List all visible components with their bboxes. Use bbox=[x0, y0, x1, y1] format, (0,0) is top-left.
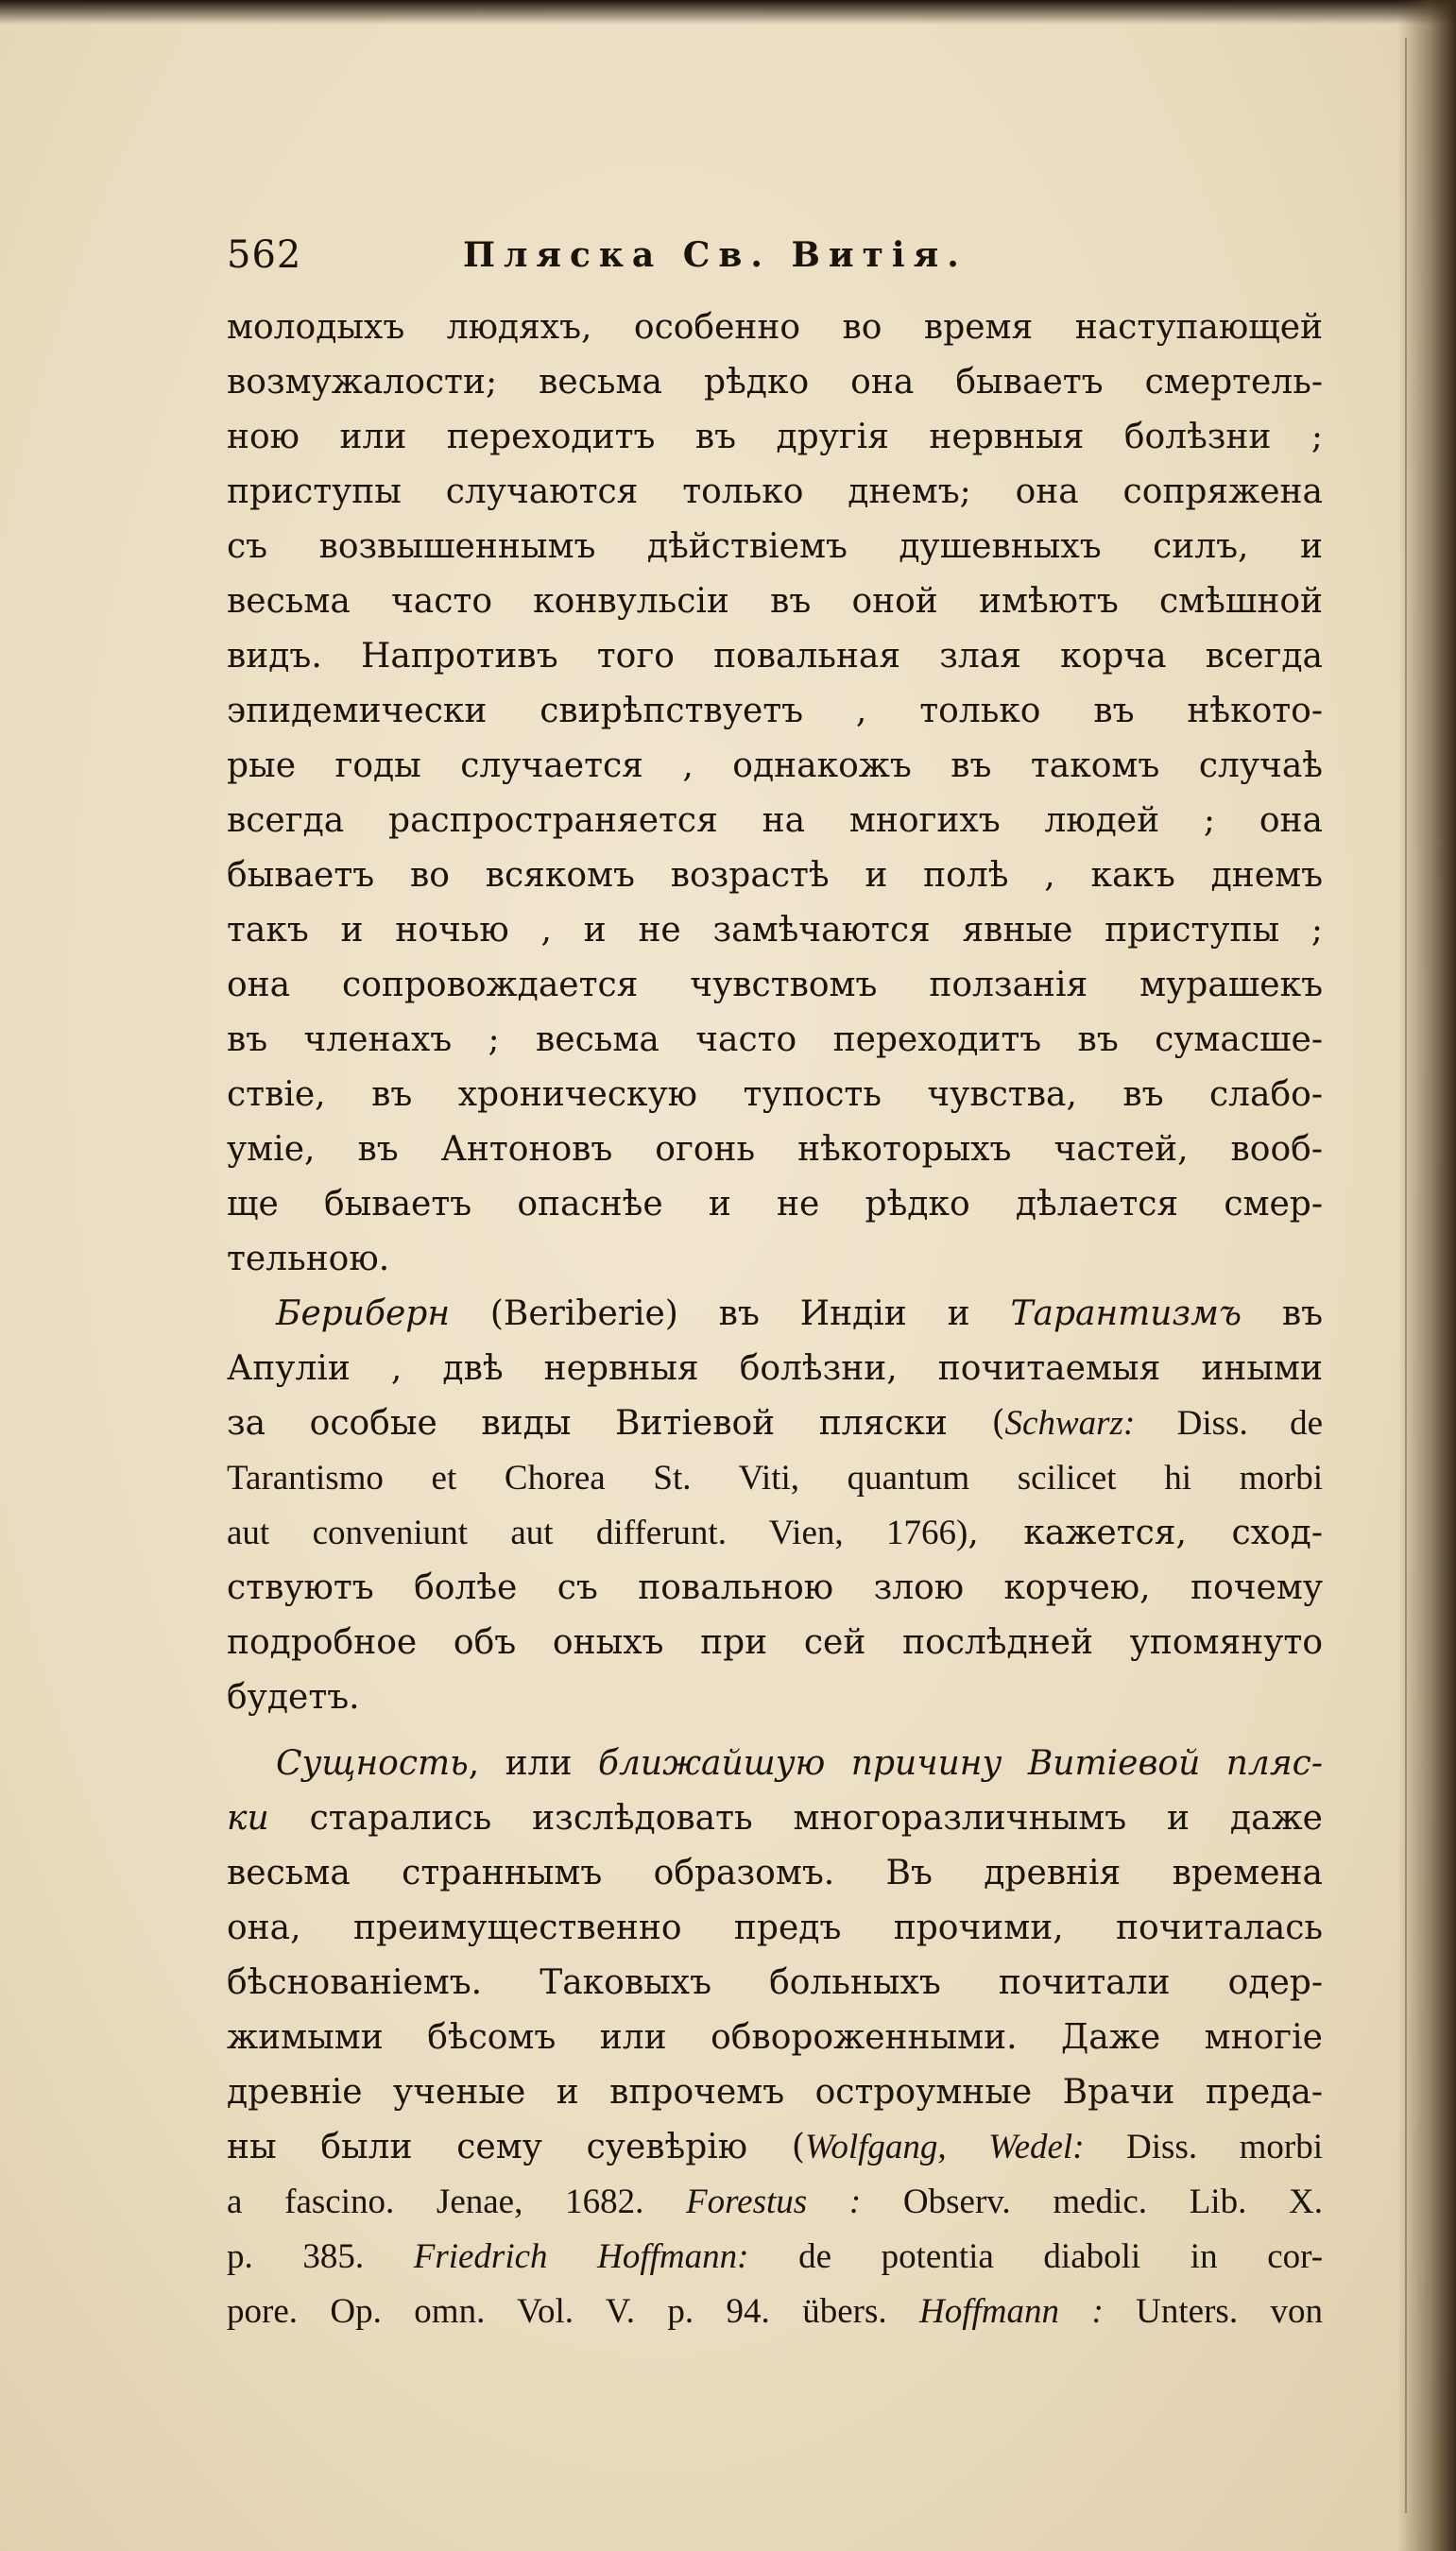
paragraph-2 bbox=[227, 1287, 1323, 1725]
text-line: она сопровождается чувствомъ ползанія мурашекъ bbox=[227, 966, 1323, 1004]
italic-author: Forestus : bbox=[686, 2183, 862, 2221]
paragraph-1 bbox=[227, 300, 1323, 1287]
text-run: , кажется, сход- bbox=[968, 1514, 1323, 1552]
text-run: (Beriberie) въ Индіи и bbox=[450, 1294, 1011, 1333]
text-line: жимыми бѣсомъ или обвороженными. Даже многіе bbox=[227, 2018, 1323, 2057]
text-line: молодыхъ людяхъ, особенно во время наступающей bbox=[227, 308, 1323, 347]
text-line bbox=[227, 2120, 1323, 2175]
text-line: въ членахъ ; весьма часто переходитъ въ сумасше- bbox=[227, 1020, 1323, 1059]
gutter-line bbox=[1405, 38, 1407, 2513]
text-line: будетъ. bbox=[227, 1678, 360, 1717]
latin-run: pore. Op. omn. Vol. V. p. 94. übers. bbox=[227, 2292, 920, 2331]
text-line bbox=[227, 1287, 1323, 1342]
latin-run: p. 385. bbox=[227, 2237, 414, 2276]
text-line: ще бываетъ опаснѣе и не рѣдко дѣлается смер- bbox=[227, 1185, 1323, 1224]
text-line: бѣснованіемъ. Таковыхъ больныхъ почитали одер- bbox=[227, 1963, 1323, 2002]
text-line bbox=[227, 2230, 1323, 2285]
text-line: приступы случаются только днемъ; она сопряжена bbox=[227, 472, 1323, 511]
latin-run: Diss. de bbox=[1135, 1404, 1323, 1443]
paragraph-3 bbox=[227, 1737, 1323, 2339]
italic-author: Friedrich Hoffmann: bbox=[413, 2237, 749, 2276]
italic-author: Schwarz: bbox=[1004, 1404, 1136, 1443]
text-line bbox=[227, 2175, 1323, 2230]
text-line: весьма часто конвульсіи въ оной имѣютъ смѣшной bbox=[227, 582, 1323, 621]
latin-run: Observ. medic. Lib. X. bbox=[861, 2183, 1323, 2221]
page-number: 562 bbox=[227, 233, 302, 277]
text-line: съ возвышеннымъ дѣйствіемъ душевныхъ силъ, и bbox=[227, 527, 1323, 566]
running-head bbox=[227, 227, 1058, 283]
text-line bbox=[227, 1396, 1323, 1451]
latin-run: Unters. von bbox=[1103, 2292, 1323, 2331]
text-line: ною или переходитъ въ другія нервныя болѣзни ; bbox=[227, 418, 1323, 456]
text-run: , или bbox=[468, 1744, 598, 1783]
text-line: эпидемически свирѣпствуетъ , только въ нѣкото- bbox=[227, 692, 1323, 730]
text-run: старались изслѣдовать многоразличнымъ и даже bbox=[268, 1799, 1323, 1838]
text-run: въ bbox=[1241, 1294, 1323, 1333]
italic-author: Wolfgang, Wedel: bbox=[804, 2128, 1085, 2166]
page-heading: Пляска Св. Витія. bbox=[463, 235, 968, 275]
text-run: за особые виды Витіевой пляски ( bbox=[227, 1404, 1005, 1443]
text-line: Апуліи , двѣ нервныя болѣзни, почитаемыя иными bbox=[227, 1349, 1323, 1388]
text-line: Tarantismo et Chorea St. Viti, quantum scilicet hi morbi bbox=[227, 1459, 1323, 1498]
latin-run: aut conveniunt aut differunt. Vien, 1766) bbox=[227, 1514, 968, 1552]
latin-run: a fascino. Jenae, 1682. bbox=[227, 2183, 687, 2221]
italic-term: Бериберн bbox=[276, 1294, 451, 1333]
text-line bbox=[227, 1506, 1323, 1561]
text-line: такъ и ночью , и не замѣчаются явные приступы ; bbox=[227, 911, 1323, 950]
paragraph-gap bbox=[227, 1725, 1323, 1737]
text-line: тельною. bbox=[227, 1240, 390, 1278]
italic-term: Тарантизмъ bbox=[1010, 1294, 1242, 1333]
text-line bbox=[227, 1737, 1323, 1791]
text-line: подробное объ оныхъ при сей послѣдней упомянуто bbox=[227, 1623, 1323, 1662]
italic-author: Hoffmann : bbox=[919, 2292, 1104, 2331]
text-line: древніе ученые и впрочемъ остроумные Врачи преда- bbox=[227, 2073, 1323, 2112]
text-line: видъ. Напротивъ того повальная злая корча всегда bbox=[227, 637, 1323, 676]
text-line: ствуютъ болѣе съ повальною злою корчею, почему bbox=[227, 1568, 1323, 1607]
scan-top-shadow bbox=[0, 0, 1456, 25]
italic-term: ки bbox=[227, 1799, 269, 1838]
latin-run: de potentia diaboli in cor- bbox=[748, 2237, 1323, 2276]
italic-term: ближайшую причину Витіевой пляс- bbox=[598, 1744, 1323, 1783]
text-line: бываетъ во всякомъ возрастѣ и полѣ , какъ днемъ bbox=[227, 856, 1323, 895]
latin-run: Diss. morbi bbox=[1084, 2128, 1323, 2166]
text-line: она, преимущественно предъ прочими, почиталась bbox=[227, 1909, 1323, 1947]
italic-term: Сущность bbox=[276, 1744, 469, 1783]
text-line bbox=[227, 1791, 1323, 1846]
text-line: весьма страннымъ образомъ. Въ древнія времена bbox=[227, 1854, 1323, 1892]
body-text bbox=[227, 300, 1323, 2339]
text-line bbox=[227, 2285, 1323, 2339]
text-run: ны были сему суевѣрію ( bbox=[227, 2128, 805, 2166]
text-line: рые годы случается , однакожъ въ такомъ случаѣ bbox=[227, 746, 1323, 785]
text-line: всегда распространяется на многихъ людей ; она bbox=[227, 801, 1323, 840]
text-line: ствіе, въ хроническую тупость чувства, въ слабо- bbox=[227, 1075, 1323, 1114]
text-line: возмужалости; весьма рѣдко она бываетъ смертель- bbox=[227, 363, 1323, 402]
text-line: уміе, въ Антоновъ огонь нѣкоторыхъ частей, вооб- bbox=[227, 1130, 1323, 1169]
